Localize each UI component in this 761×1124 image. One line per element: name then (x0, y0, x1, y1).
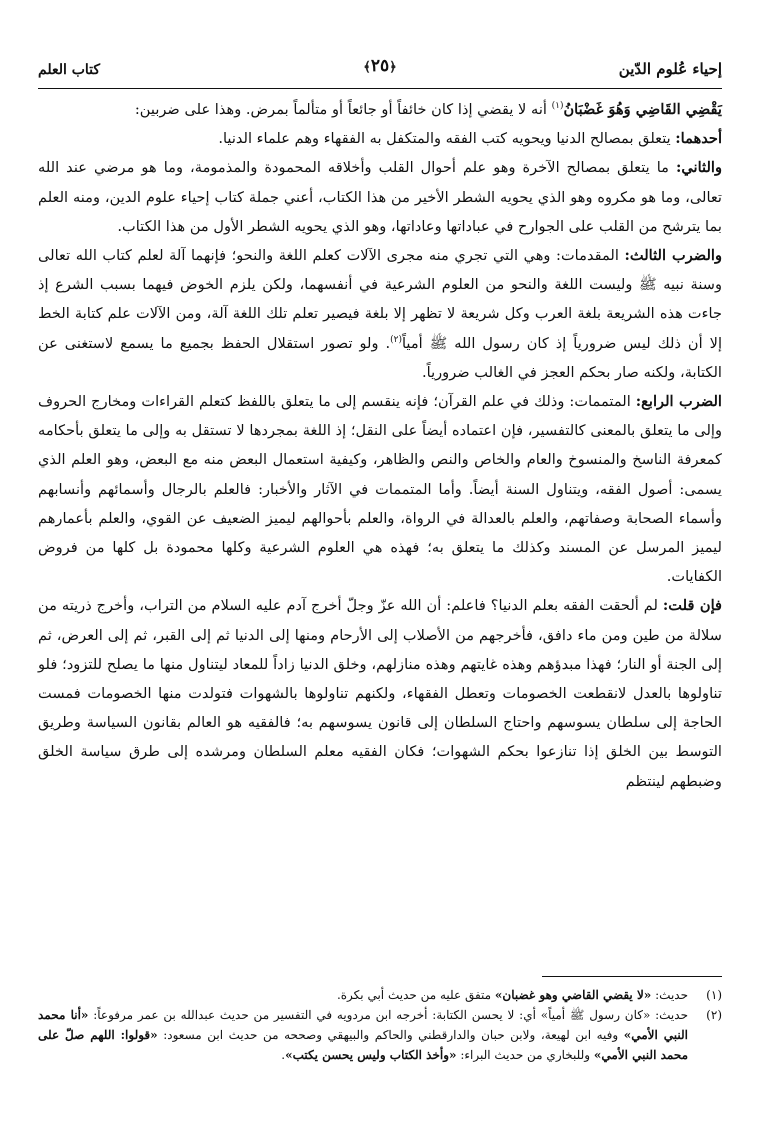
paragraph-2 (38, 124, 722, 153)
paragraph-3 (38, 153, 722, 241)
footnote-2-quote-2: «قولوا: اللهم صلّ على محمد النبي الأمي» (38, 1028, 688, 1062)
footnote-2-quote-1: «أنا محمد النبي الأمي» (38, 1008, 688, 1042)
paragraph-3-text: ما يتعلق بمصالح الآخرة وهو علم أحوال القلب وأخلاقه المحمودة والمذمومة، وما هو مرضي عند الله تعالى، وما هو مكروه وهو الذي يحويه الشطر الأخير من هذا الكتاب، أعني جملة كتاب إحياء علوم الدين، ومنه العلم بما يترشح من القلب على الجوارح في عباداتها وعاداتها، وهو الذي يحويه الشطر الأول من هذا الكتاب. (38, 159, 722, 235)
paragraph-6-text: لم ألحقت الفقه بعلم الدنيا؟ فاعلم: أن الله عزّ وجلّ أخرج آدم عليه السلام من التراب، وأخرج ذريته من سلالة من طين ومن ماء دافق، فأخرجهم من الأصلاب إلى الأرحام ومنها إلى الدنيا ثم إلى القبر، ثم إلى العرض، ثم إلى الجنة أو النار؛ فهذا مبدؤهم وهذه غايتهم وهذه منازلهم، وخلق الدنيا زاداً للمعاد ليتناول منها ما يصلح للتزود؛ فلو تناولوها بالعدل لانقطعت الخصومات وتعطل الفقهاء، ولكنهم تناولوها بالشهوات فتولدت منها الخصومات فمست الحاجة إلى سلطان يسوسهم واحتاج السلطان إلى قانون يسوسهم به؛ فالفقيه هو العالم بقانون السياسة وطريق التوسط بين الخلق إذا تنازعوا بحكم الشهوات؛ فكان الفقيه معلم السلطان ومرشده إلى طرق سياسة الخلق وضبطهم لينتظم (38, 597, 722, 790)
ornament-right-icon: ﴿ (389, 60, 397, 75)
section-title: كتاب العلم (38, 62, 101, 78)
book-page (38, 56, 722, 796)
paragraph-2-lead: أحدهما: (675, 130, 722, 148)
page-number-value: ٢٥ (370, 56, 390, 76)
footnote-2 (38, 1005, 722, 1065)
footnote-1-quote: «لا يقضي القاضي وهو غضبان» (494, 988, 652, 1002)
paragraph-1 (38, 95, 722, 124)
paragraph-4-text-a: المقدمات: وهي التي تجري منه مجرى الآلات كعلم اللغة والنحو؛ فإنهما آلة لعلم كتاب الله تعالى وسنة نبيه ﷺ وليست اللغة والنحو من العلوم الشرعية في أنفسهما، ولكن يلزم الخوض فيهما بسبب الشرع إذ جاءت هذه الشريعة بلغة العرب وكل شريعة لا تظهر إلا بلغة فيصير تعلم تلك اللغة آلة، ومن الآلات علم كتابة الخط إلا أن ذلك ليس ضرورياً إذ كان رسول الله ﷺ أمياً (38, 247, 722, 352)
paragraph-5 (38, 387, 722, 591)
book-title: إحياء عُلوم الدّين (618, 60, 722, 78)
footnote-1-post: متفق عليه من حديث أبي بكرة. (336, 988, 495, 1002)
footnote-marker-2[interactable]: (٢) (390, 334, 402, 345)
paragraph-5-lead: الضرب الرابع: (635, 393, 722, 411)
running-header (38, 56, 722, 86)
footnote-rule (542, 976, 722, 977)
footnote-text (38, 985, 688, 1005)
paragraph-1-text: أنه لا يقضي إذا كان خائفاً أو جائعاً أو متألماً بمرض. وهذا على ضربين: (134, 101, 552, 118)
header-rule (38, 88, 722, 89)
paragraph-3-lead: والثاني: (675, 159, 722, 177)
footnote-number: (١) (706, 988, 722, 1002)
footnotes (38, 976, 722, 1065)
footnote-2-mid: وفيه ابن لهيعة، ولابن حبان والدارقطني والحاكم والبيهقي وصححه من حديث ابن مسعود: (157, 1028, 624, 1042)
footnote-2-quote-3: «وأخذ الكتاب وليس يحسن يكتب» (285, 1048, 457, 1062)
footnote-text (38, 1005, 688, 1065)
footnote-marker-1[interactable]: (١) (551, 101, 564, 112)
footnote-2-post: . (281, 1048, 286, 1062)
ornament-left-icon: ﴾ (363, 60, 371, 75)
paragraph-6 (38, 591, 722, 795)
footnote-2-mid-2: وللبخاري من حديث البراء: (456, 1048, 594, 1062)
footnote-2-pre: حديث: «كان رسول ﷺ أمياً» أي: لا يحسن الكتابة: أخرجه ابن مردويه في التفسير من حديث عبدالله بن عمر مرفوعاً: (88, 1008, 688, 1022)
page-number (363, 56, 397, 76)
footnote-1-pre: حديث: (651, 988, 688, 1002)
hadith-quote: يَقْضِي القَاضِي وَهُوَ غَضْبَانُ (563, 101, 722, 118)
paragraph-4-lead: والضرب الثالث: (624, 247, 722, 265)
paragraph-4 (38, 241, 722, 387)
footnote-1 (38, 985, 722, 1005)
paragraph-2-text: يتعلق بمصالح الدنيا ويحويه كتب الفقه والمتكفل به الفقهاء وهم علماء الدنيا. (218, 130, 676, 148)
paragraph-6-lead: فإن قلت: (662, 597, 722, 615)
footnote-number: (٢) (706, 1008, 722, 1022)
paragraph-5-text: المتممات: وذلك في علم القرآن؛ فإنه ينقسم إلى ما يتعلق باللفظ كتعلم القراءات ومخارج الحروف وإلى ما يتعلق بالمعنى كالتفسير، فإن اعتماده أيضاً على النقل؛ إذ اللغة بمجردها لا تستقل به وإلى ما يتعلق بأحكامه كمعرفة الناسخ والمنسوخ والعام والخاص والنص والظاهر، وكيفية استعمال البعض منه مع البعض، وهو العلم الذي يسمى: أصول الفقه، ويتناول السنة أيضاً. وأما المتممات في الآثار والأخبار: فالعلم بالرجال وأسمائهم وأنسابهم وأسماء الصحابة وصفاتهم، والعلم بالعدالة في الرواة، والعلم بأحوالهم ليميز الضعيف عن القوي، والعلم بأعمارهم ليميز المرسل عن المسند وكذلك ما يتعلق به؛ فهذه هي العلوم الشرعية وكلها محمودة بل كلها من فروض الكفايات. (38, 393, 722, 586)
paragraph-4-text-b: . ولو تصور استقلال الحفظ بجميع ما يسمع لاستغنى عن الكتابة، ولكنه صار بحكم العجز في الغالب ضرورياً. (38, 334, 722, 381)
body-text (38, 95, 722, 796)
